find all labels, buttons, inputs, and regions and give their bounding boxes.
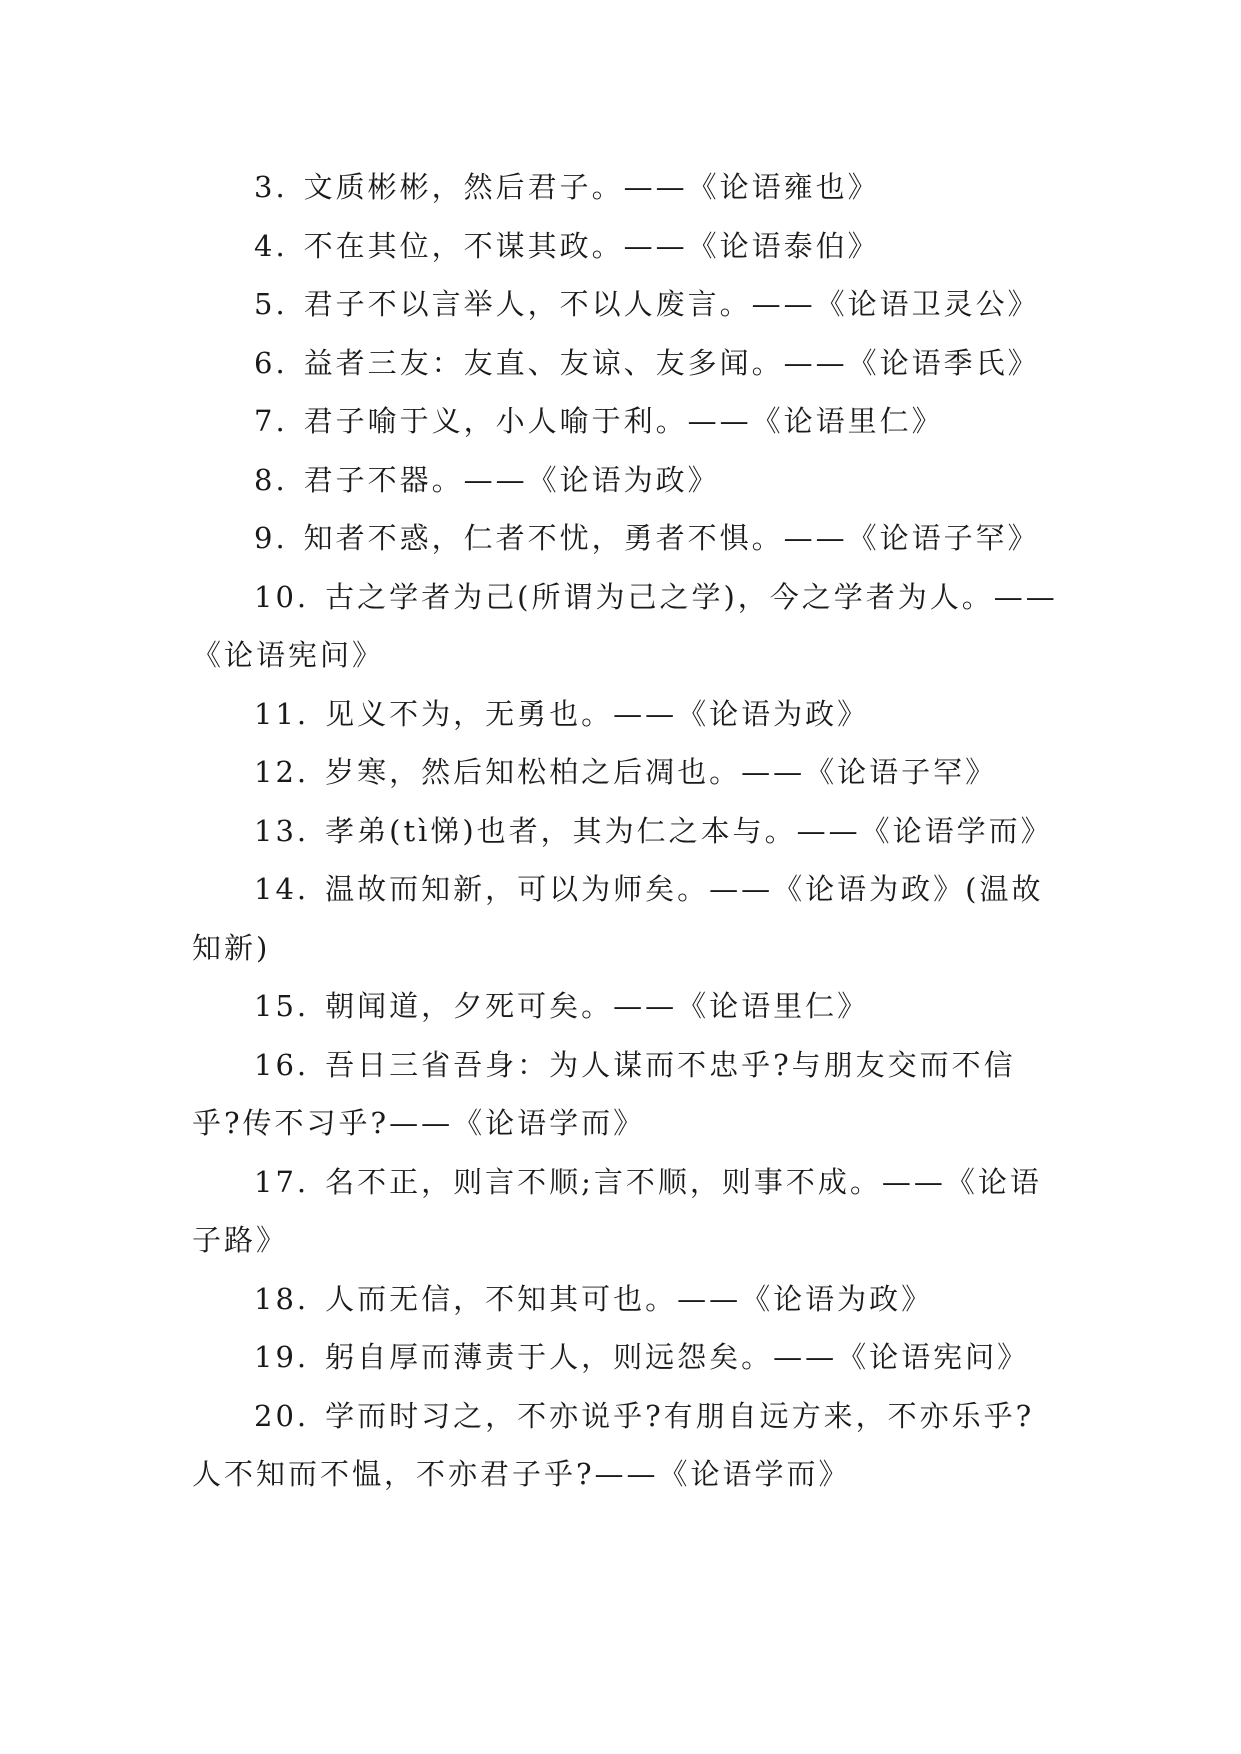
quote-text: 知者不惑，仁者不忧，勇者不惧。——《论语子罕》 [303,521,1040,555]
quote-item-6 [192,334,1064,393]
quote-item-12 [192,743,1064,802]
quote-text: 朝闻道，夕死可矣。——《论语里仁》 [325,989,870,1023]
quote-text: 人而无信，不知其可也。——《论语为政》 [325,1281,934,1316]
quote-number: 18. [254,1281,310,1316]
quote-number: 10. [254,579,310,614]
quote-item-17 [192,1153,1064,1270]
quote-number: 14. [254,872,310,906]
quote-item-7 [192,392,1064,451]
quote-text: 学而时习之，不亦说乎?有朋自远方来，不亦乐乎?人不知而不愠，不亦君子乎?——《论语学而》 [192,1398,1035,1491]
quote-text: 君子喻于义，小人喻于利。——《论语里仁》 [303,404,944,438]
quote-number: 16. [254,1047,310,1082]
quote-item-20 [192,1387,1064,1504]
quote-item-13 [192,802,1064,861]
quote-text: 岁寒，然后知松柏之后凋也。——《论语子罕》 [325,755,998,789]
quote-text: 见义不为，无勇也。——《论语为政》 [325,696,870,731]
quote-item-8 [192,451,1064,510]
quote-text: 孝弟(tì悌)也者，其为仁之本与。——《论语学而》 [325,813,1053,848]
quote-list [192,158,1064,1504]
quote-item-11 [192,685,1064,744]
quote-item-9 [192,509,1064,568]
quote-item-5 [192,275,1064,334]
quote-item-16 [192,1036,1064,1153]
quote-item-14 [192,860,1064,977]
quote-number: 5. [254,287,288,321]
quote-item-4 [192,217,1064,276]
quote-number: 6. [254,345,288,380]
quote-number: 13. [254,813,310,848]
quote-text: 不在其位，不谋其政。——《论语泰伯》 [303,228,880,263]
quote-text: 躬自厚而薄责于人，则远怨矣。——《论语宪问》 [325,1340,1030,1374]
quote-text: 君子不以言举人，不以人废言。——《论语卫灵公》 [303,287,1040,321]
quote-item-18 [192,1270,1064,1329]
quote-item-10 [192,568,1064,685]
quote-text: 君子不器。——《论语为政》 [303,462,720,497]
quote-item-3 [192,158,1064,217]
quote-item-19 [192,1328,1064,1387]
quote-text: 益者三友：友直、友谅、友多闻。——《论语季氏》 [303,345,1040,380]
quote-number: 19. [254,1340,310,1374]
quote-number: 9. [254,521,288,555]
quote-number: 8. [254,462,288,497]
quote-number: 3. [254,170,288,204]
quote-text: 古之学者为己(所谓为己之学)，今之学者为人。——《论语宪问》 [192,579,1058,672]
quote-number: 7. [254,404,288,438]
quote-number: 12. [254,755,310,789]
quote-text: 温故而知新，可以为师矣。——《论语为政》(温故知新) [192,872,1044,965]
quote-number: 4. [254,228,288,263]
quote-number: 11. [254,696,310,731]
quote-item-15 [192,977,1064,1036]
quote-number: 17. [254,1164,310,1199]
quote-number: 20. [254,1398,310,1433]
quote-number: 15. [254,989,310,1023]
quote-text: 名不正，则言不顺;言不顺，则事不成。——《论语子路》 [192,1164,1042,1257]
quote-text: 文质彬彬，然后君子。——《论语雍也》 [303,170,880,204]
quote-text: 吾日三省吾身：为人谋而不忠乎?与朋友交而不信乎?传不习乎?——《论语学而》 [192,1047,1016,1140]
